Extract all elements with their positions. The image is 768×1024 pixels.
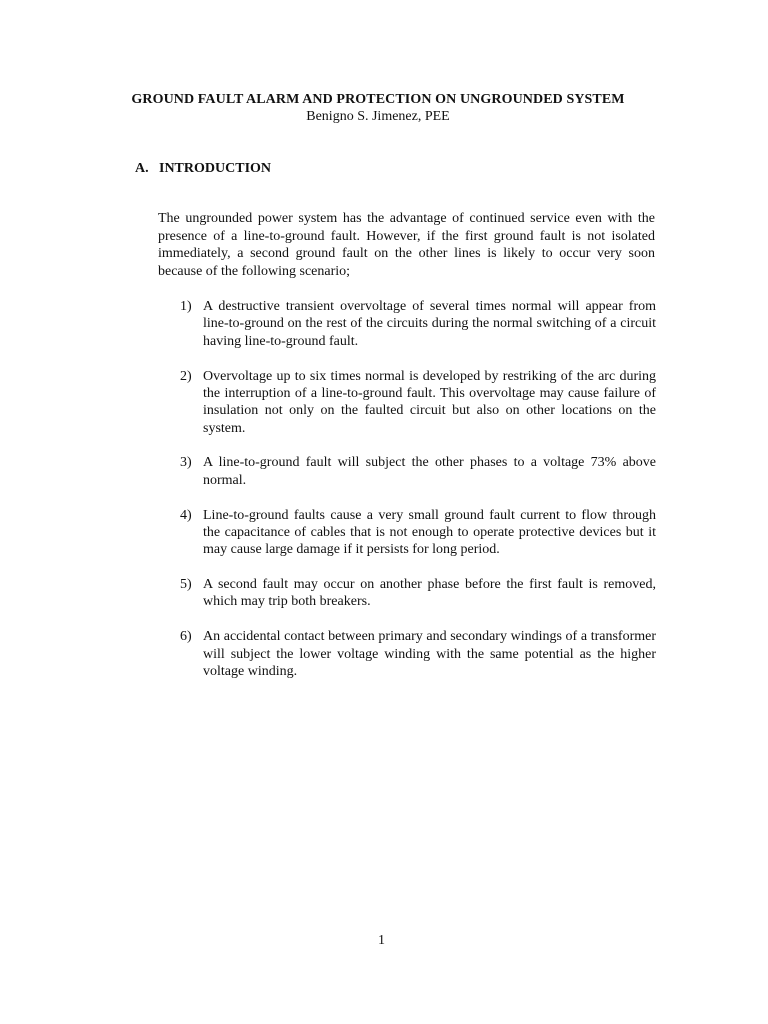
list-item	[180, 628, 656, 680]
list-item-number: 4)	[180, 507, 192, 523]
document-title: GROUND FAULT ALARM AND PROTECTION ON UNGROUNDED SYSTEM	[131, 92, 625, 107]
list-item	[180, 368, 656, 438]
list-item-number: 5)	[180, 577, 192, 593]
list-item-text: A second fault may occur on another phase before the first fault is removed, which may trip both breakers.	[203, 577, 656, 610]
list-item-number: 2)	[180, 368, 192, 384]
list-item-text: Overvoltage up to six times normal is developed by restriking of the arc during the interruption of a line-to-ground fault. This overvoltage may cause failure of insulation not only on the faulted circuit but also on other locations on the system.	[203, 368, 656, 436]
intro-paragraph: The ungrounded power system has the advantage of continued service even with the presence of a line-to-ground fault. However, if the first ground fault is not isolated immediately, a second ground fault on the other lines is likely to occur very soon because of the following scenario;	[158, 211, 655, 279]
list-item	[180, 298, 656, 350]
list-item-number: 3)	[180, 455, 192, 471]
list-item	[180, 507, 656, 559]
list-item	[180, 454, 656, 489]
list-item-text: An accidental contact between primary and secondary windings of a transformer will subject the lower voltage winding with the same potential as the higher voltage winding.	[203, 629, 656, 679]
section-heading	[135, 160, 271, 177]
list-item	[180, 576, 656, 611]
list-item-number: 6)	[180, 629, 192, 645]
list-item-number: 1)	[180, 299, 192, 314]
list-item-text: A destructive transient overvoltage of several times normal will appear from line-to-ground on the rest of the circuits during the normal switching of a circuit having line-to-ground fault.	[203, 299, 656, 349]
section-letter: A.	[135, 161, 149, 176]
scenario-list	[180, 298, 656, 698]
page-number: 1	[378, 933, 385, 948]
document-author: Benigno S. Jimenez, PEE	[306, 109, 450, 124]
section-title: INTRODUCTION	[159, 161, 272, 176]
list-item-text: A line-to-ground fault will subject the other phases to a voltage 73% above normal.	[203, 455, 656, 488]
list-item-text: Line-to-ground faults cause a very small ground fault current to flow through the capacitance of cables that is not enough to operate protective devices but it may cause large damage if it persists for long period.	[203, 507, 656, 558]
